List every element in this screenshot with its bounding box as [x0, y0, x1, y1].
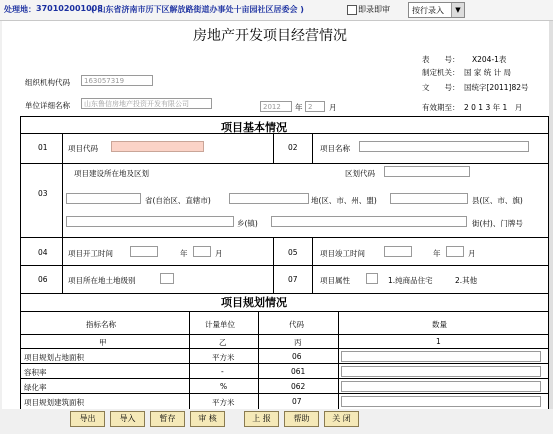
- planning-section-title: 项目规划情况: [221, 296, 287, 309]
- county-field[interactable]: [390, 193, 468, 204]
- finish-month-label: 月: [468, 249, 476, 258]
- row-code: 06: [292, 352, 302, 361]
- row-unit: %: [220, 382, 228, 391]
- location-code: 370102001008: [36, 4, 103, 13]
- location-label: 处理地：: [4, 5, 36, 14]
- project-name-field[interactable]: [359, 141, 529, 152]
- start-month-field[interactable]: [193, 246, 211, 257]
- land-level-field[interactable]: [160, 273, 174, 284]
- sub-code: 丙: [294, 338, 302, 347]
- county-label: 县(区、市、旗): [472, 196, 523, 205]
- row-03-no: 03: [38, 189, 48, 198]
- form-no-label: 表 号：: [422, 55, 460, 64]
- authority: 国 家 统 计 局: [464, 68, 512, 77]
- col-unit: 计量单位: [205, 320, 235, 329]
- org-code-label: 组织机构代码: [25, 78, 70, 87]
- row-name: 绿化率: [24, 383, 47, 392]
- valid-label: 有效期至：: [422, 103, 460, 112]
- town-label: 乡(镇): [237, 219, 258, 228]
- col-qty: 数量: [432, 320, 447, 329]
- help-button[interactable]: 帮助: [284, 411, 319, 427]
- col-code: 代码: [289, 320, 304, 329]
- start-label: 项目开工时间: [68, 249, 113, 258]
- row-name: 项目规划占地面积: [24, 353, 84, 362]
- close-button[interactable]: 关 闭: [324, 411, 359, 427]
- location-label: 项目建设所在地及区划: [74, 169, 149, 178]
- year-field[interactable]: 2012: [260, 101, 292, 112]
- row-code: 07: [292, 397, 302, 406]
- row-unit: 平方米: [212, 353, 235, 362]
- basic-section-title: 项目基本情况: [221, 121, 287, 134]
- row-name: 容积率: [24, 368, 47, 377]
- location-bar: [0, 0, 553, 21]
- street-field[interactable]: [271, 216, 467, 227]
- page-title: 房地产开发项目经营情况: [193, 28, 347, 44]
- authority-label: 制定机关：: [422, 68, 460, 77]
- division-code-field[interactable]: [384, 166, 470, 177]
- doc-no-label: 文 号：: [422, 83, 460, 92]
- valid-until: 2 0 1 3 年 1 月: [464, 103, 523, 112]
- city-label: 地(区、市、州、盟): [311, 196, 377, 205]
- start-month-label: 月: [215, 249, 223, 258]
- row-01-no: 01: [38, 143, 48, 152]
- finish-label: 项目竣工时间: [320, 249, 365, 258]
- unit-name-field[interactable]: 山东鲁信房地产投资开发有限公司: [81, 98, 212, 109]
- entry-mode-value: 按行录入: [412, 6, 444, 15]
- project-code-label: 项目代码: [68, 144, 98, 153]
- sub-qty: 1: [436, 337, 441, 346]
- month-label: 月: [329, 103, 337, 112]
- form-no: X204-1表: [472, 55, 507, 64]
- town-field[interactable]: [66, 216, 234, 227]
- sub-name: 甲: [99, 338, 107, 347]
- vertical-scrollbar[interactable]: [549, 21, 553, 409]
- review-button[interactable]: 审 核: [190, 411, 225, 427]
- action-toolbar: [0, 409, 553, 434]
- row-name: 项目规划建筑面积: [24, 398, 84, 407]
- attr-field[interactable]: [366, 273, 378, 284]
- attr-opt1: 1.纯商品住宅: [388, 276, 433, 285]
- row-code: 061: [291, 367, 306, 376]
- submit-button[interactable]: 上 报: [244, 411, 279, 427]
- org-code-field[interactable]: 163057319: [81, 75, 153, 86]
- qty-field[interactable]: [341, 381, 541, 392]
- sub-unit: 乙: [219, 338, 227, 347]
- row-code: 062: [291, 382, 306, 391]
- province-field[interactable]: [66, 193, 141, 204]
- row-02-no: 02: [288, 143, 298, 152]
- start-year-label: 年: [180, 249, 188, 258]
- row-unit: -: [221, 367, 224, 376]
- row-04-no: 04: [38, 248, 48, 257]
- project-name-label: 项目名称: [320, 144, 350, 153]
- export-button[interactable]: 导出: [70, 411, 105, 427]
- qty-field[interactable]: [341, 396, 541, 407]
- instant-save-label: 即录即审: [358, 5, 390, 14]
- entry-mode-select[interactable]: [408, 2, 465, 18]
- project-code-field[interactable]: [111, 141, 204, 152]
- row-unit: 平方米: [212, 398, 235, 407]
- division-code-label: 区划代码: [345, 169, 375, 178]
- land-level-label: 项目所在地土地级别: [68, 276, 136, 285]
- finish-year-label: 年: [433, 249, 441, 258]
- import-button[interactable]: 导入: [110, 411, 145, 427]
- unit-name-label: 单位详细名称: [25, 101, 70, 110]
- finish-month-field[interactable]: [446, 246, 464, 257]
- street-label: 街(村)、门牌号: [472, 219, 523, 228]
- city-field[interactable]: [229, 193, 309, 204]
- finish-year-field[interactable]: [384, 246, 412, 257]
- doc-no: 国统字[2011]82号: [464, 83, 529, 92]
- instant-save-checkbox[interactable]: [347, 5, 357, 15]
- attr-label: 项目属性: [320, 276, 350, 285]
- qty-field[interactable]: [341, 366, 541, 377]
- chevron-down-icon[interactable]: ▼: [451, 3, 464, 17]
- row-05-no: 05: [288, 248, 298, 257]
- month-field[interactable]: 2: [305, 101, 325, 112]
- attr-opt2: 2.其他: [455, 276, 478, 285]
- location-address: ( 山东省济南市历下区解放路街道办事处十亩园社区居委会 ): [91, 5, 304, 14]
- col-name: 指标名称: [86, 320, 116, 329]
- qty-field[interactable]: [341, 351, 541, 362]
- start-year-field[interactable]: [130, 246, 158, 257]
- year-label: 年: [295, 103, 303, 112]
- row-06-no: 06: [38, 275, 48, 284]
- row-07-no: 07: [288, 275, 298, 284]
- province-label: 省(自治区、直辖市): [145, 196, 211, 205]
- report-form: [2, 21, 550, 409]
- save-draft-button[interactable]: 暂存: [150, 411, 185, 427]
